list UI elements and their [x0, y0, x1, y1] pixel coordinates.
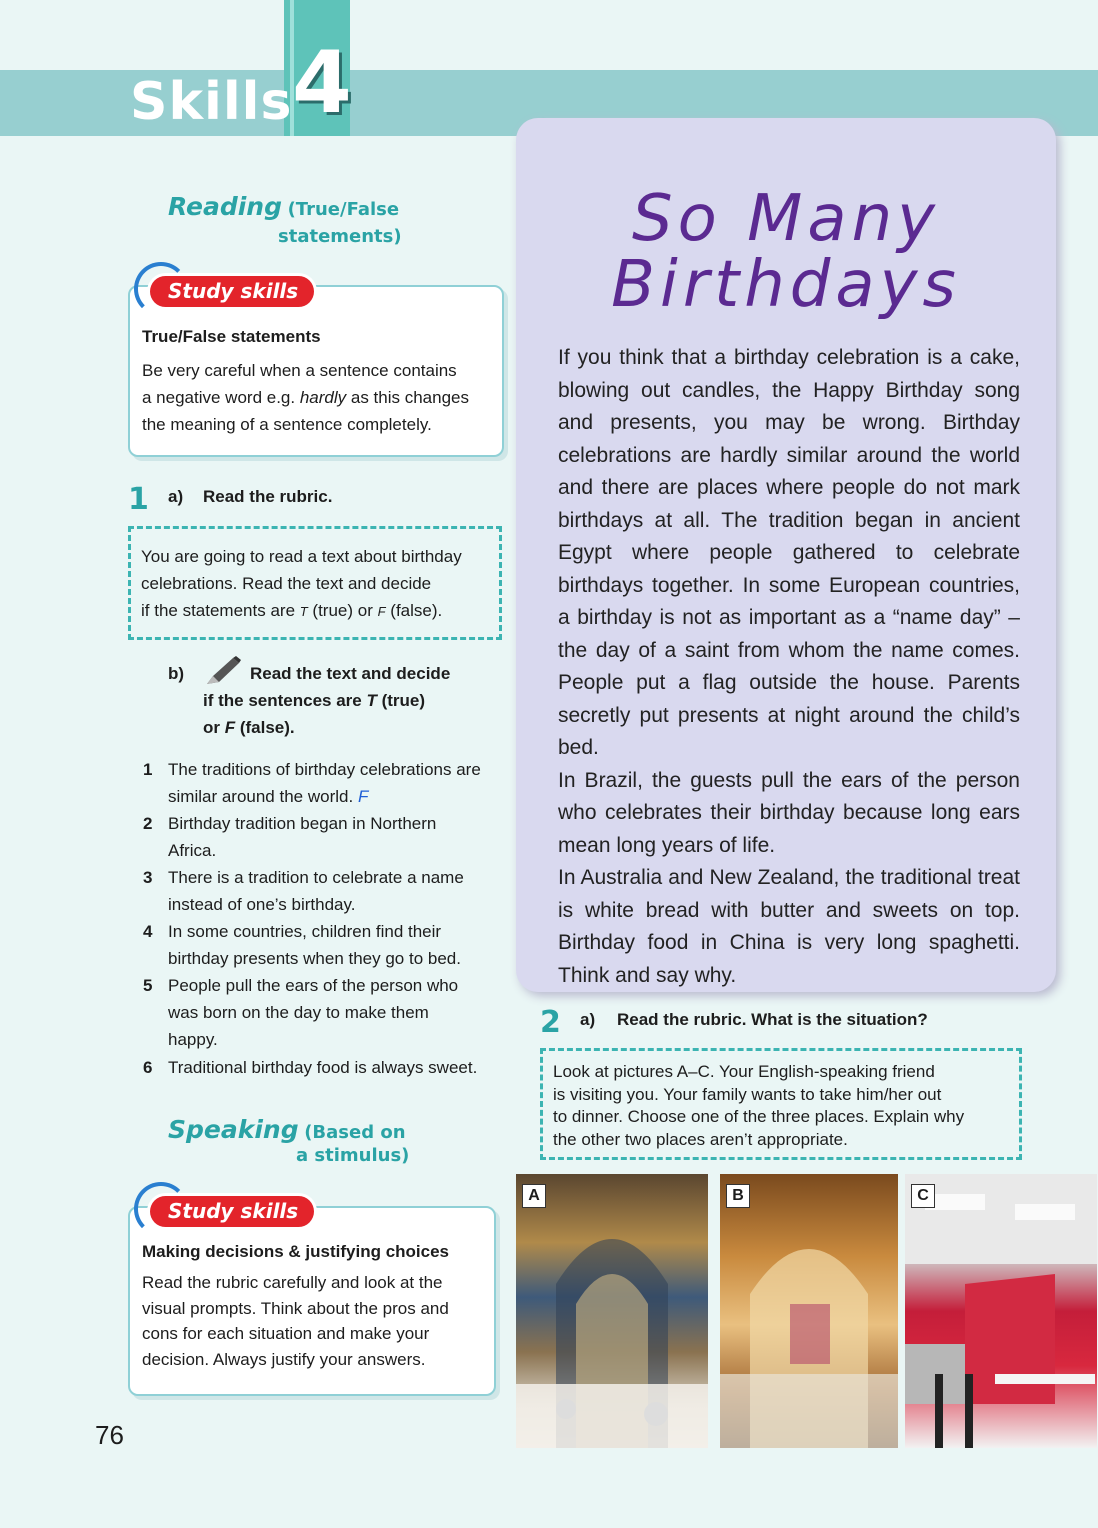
- picture-b: [720, 1174, 898, 1448]
- picture-c: [905, 1174, 1097, 1448]
- task-label: a): [168, 487, 184, 506]
- study-skills-box-2: [128, 1206, 496, 1396]
- skills-label: Skills: [130, 72, 293, 132]
- rubric-text: to dinner. Choose one of the three places. Explain why: [553, 1107, 965, 1126]
- picture-label: B: [726, 1184, 750, 1208]
- pen-icon: [203, 654, 243, 688]
- reading-subtitle: statements): [278, 226, 402, 247]
- task-instruction: or F (false).: [203, 718, 295, 737]
- speaking-title: Speaking (Based on: [168, 1115, 406, 1144]
- article-body: If you think that a birthday celebration is a cake, blowing out candles, the Happy Birthday song and presents, you may be wrong. Birthday celebrations are hardly similar around the world and there are places where people do not mark birthdays at all. The tradition began in ancient Egypt where people gathered to celebrate birthdays together. In some European countries, a birthday is not as important as a “name day” – the day of a saint from whom the name comes. People put a flag outside the house. Parents secretly put presents at night around the child’s bed. In Brazil, the guests pull the ears of the person who celebrates their birthday because long ears mean long years of life. In Australia and New Zealand, the traditional treat is white bread with butter and sweets on top. Birthday food in China is very long spaghetti. Think and say why.: [558, 346, 1020, 987]
- task-number: 1: [128, 482, 149, 517]
- study-skills-badge: Study skills: [150, 276, 314, 307]
- rubric-box-1: [128, 526, 502, 640]
- task-number: 2: [540, 1005, 561, 1040]
- rubric-text: is visiting you. Your family wants to take him/her out: [553, 1084, 942, 1104]
- task-instruction: Read the rubric. What is the situation?: [617, 1010, 928, 1029]
- rubric-box-2: [540, 1048, 1022, 1160]
- rubric-text: if the statements are T (true) or F (false).: [141, 601, 443, 620]
- picture-a: [516, 1174, 708, 1448]
- study-skills-body: Read the rubric carefully and look at the visual prompts. Think about the pros and cons for each situation and make your decision. Always justify your answers.: [142, 1273, 449, 1369]
- task-instruction: Read the rubric.: [203, 487, 333, 506]
- task-instruction: if the sentences are T (true): [203, 691, 426, 710]
- task-instruction: Read the text and decide: [250, 664, 451, 683]
- study-skills-badge: Study skills: [150, 1196, 314, 1227]
- task-label: b): [168, 664, 185, 683]
- page-number: 76: [95, 1420, 124, 1450]
- picture-label: A: [522, 1184, 546, 1208]
- article-panel: [516, 118, 1056, 992]
- task-label: a): [580, 1010, 596, 1029]
- rubric-text: You are going to read a text about birthday: [141, 547, 462, 566]
- article-title: Birthdays: [611, 248, 961, 322]
- study-skills-body: Be very careful when a sentence contains a negative word e.g. hardly as this changes the meaning of a sentence completely.: [142, 361, 469, 434]
- unit-number: 4: [292, 33, 352, 133]
- rubric-text: Look at pictures A–C. Your English-speaking friend: [553, 1062, 935, 1081]
- study-skills-heading: True/False statements: [142, 327, 321, 346]
- reading-title: Reading (True/False: [168, 192, 400, 221]
- rubric-text: the other two places aren’t appropriate.: [553, 1129, 848, 1149]
- study-skills-heading: Making decisions & justifying choices: [142, 1242, 450, 1261]
- article-title: So Many: [632, 182, 940, 256]
- rubric-text: celebrations. Read the text and decide: [141, 574, 432, 593]
- speaking-subtitle: a stimulus): [296, 1145, 410, 1166]
- picture-label: C: [911, 1184, 935, 1208]
- answer-text: F: [357, 787, 369, 806]
- study-skills-box-1: [128, 285, 504, 457]
